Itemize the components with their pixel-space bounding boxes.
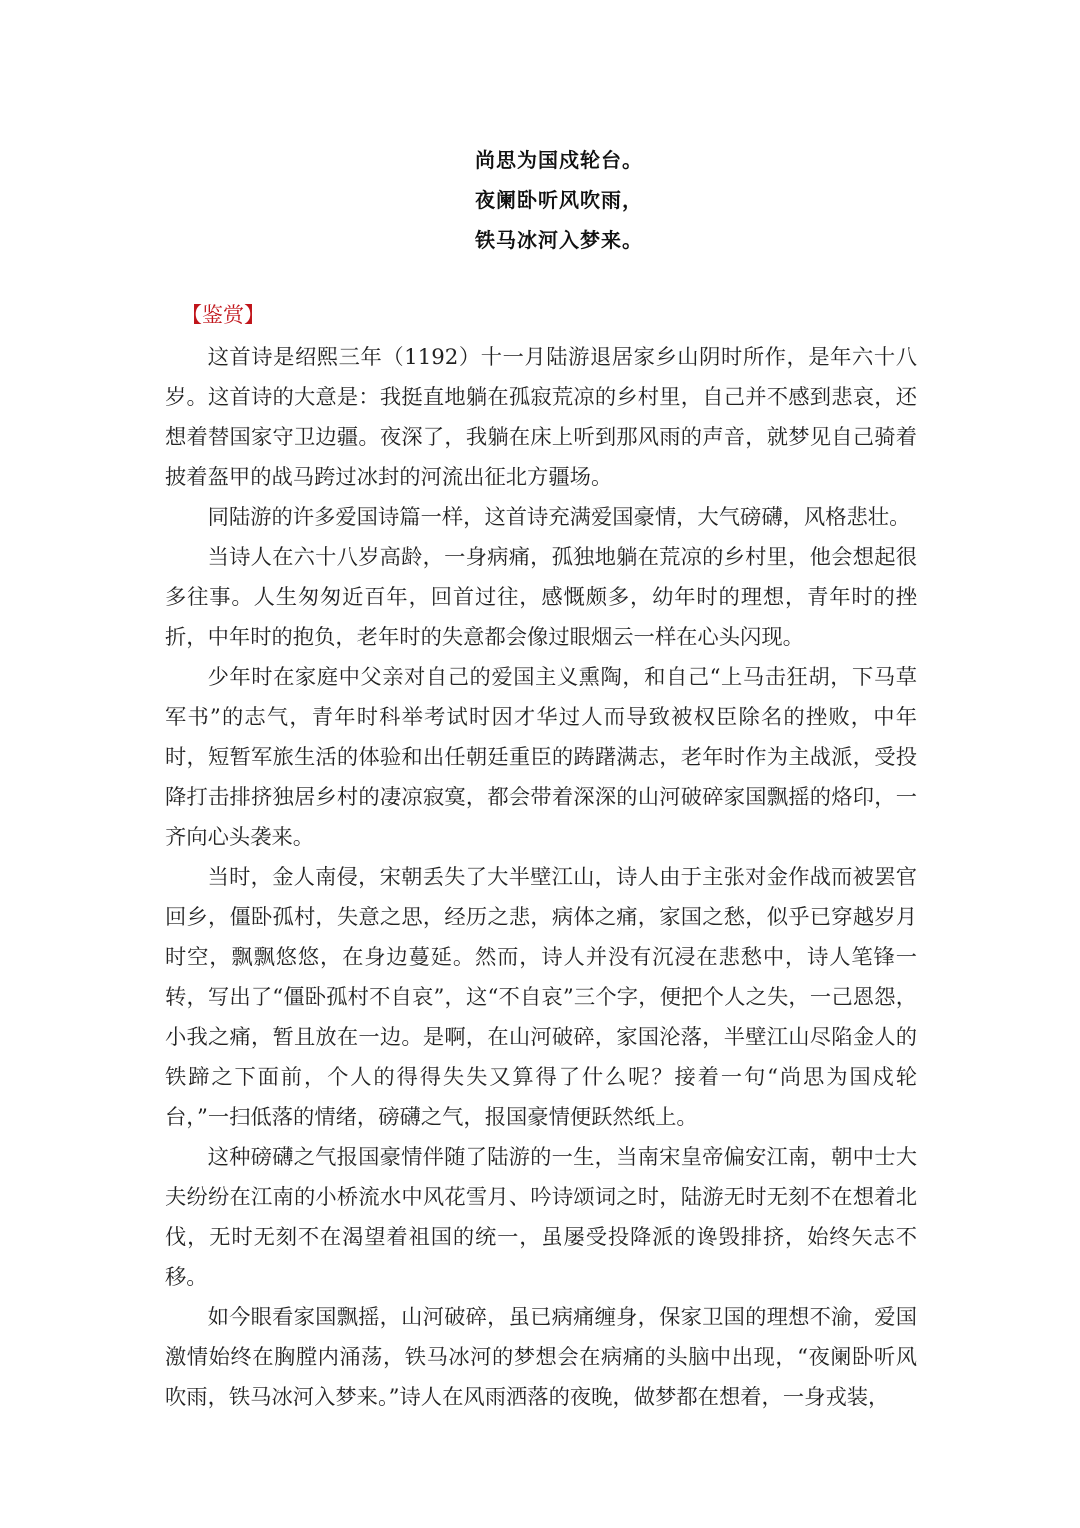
paragraph: 同陆游的许多爱国诗篇一样，这首诗充满爱国豪情，大气磅礴，风格悲壮。 xyxy=(207,505,911,530)
poem-stanza xyxy=(475,140,643,260)
paragraph: 当时，金人南侵，宋朝丢失了大半壁江山，诗人由于主张对金作战而被罢官回乡，僵卧孤村，失意之思，经历之悲，病体之痛，家国之愁，似乎已穿越岁月时空，飘飘悠悠，在身边蔓延。然而，诗人并没有沉浸在悲愁中，诗人笔锋一转，写出了“僵卧孤村不自哀”，这“不自哀”三个字，便把个人之失，一己恩怨，小我之痛，暂且放在一边。是啊，在山河破碎，家国沦落，半壁江山尽陷金人的铁蹄之下面前，个人的得得失失又算得了什么呢？接着一句“尚思为国戍轮台，”一扫低落的情绪，磅礴之气，报国豪情便跃然纸上。 xyxy=(165,865,917,1130)
appreciation-heading: 【鉴赏】 xyxy=(181,303,265,327)
paragraph: 当诗人在六十八岁高龄，一身病痛，孤独地躺在荒凉的乡村里，他会想起很多往事。人生匆匆近百年，回首过往，感慨颇多，幼年时的理想，青年时的挫折，中年时的抱负，老年时的失意都会像过眼烟云一样在心头闪现。 xyxy=(165,545,917,650)
paragraph: 如今眼看家国飘摇，山河破碎，虽已病痛缠身，保家卫国的理想不渝，爱国激情始终在胸膛内涌荡，铁马冰河的梦想会在病痛的头脑中出现，“夜阑卧听风吹雨，铁马冰河入梦来。”诗人在风雨洒落的夜晚，做梦都在想着，一身戎装， xyxy=(165,1305,917,1410)
poem-line: 夜阑卧听风吹雨， xyxy=(475,188,643,212)
poem-line: 尚思为国戍轮台。 xyxy=(475,148,643,172)
appreciation-body xyxy=(165,338,917,1418)
poem-line: 铁马冰河入梦来。 xyxy=(475,228,643,252)
paragraph: 少年时在家庭中父亲对自己的爱国主义熏陶，和自己“上马击狂胡，下马草军书”的志气，青年时科举考试时因才华过人而导致被权臣除名的挫败，中年时，短暂军旅生活的体验和出任朝廷重臣的踌躇满志，老年时作为主战派，受投降打击排挤独居乡村的凄凉寂寞，都会带着深深的山河破碎家国飘摇的烙印，一齐向心头袭来。 xyxy=(165,665,917,850)
paragraph: 这种磅礴之气报国豪情伴随了陆游的一生，当南宋皇帝偏安江南，朝中士大夫纷纷在江南的小桥流水中风花雪月、吟诗颂词之时，陆游无时无刻不在想着北伐，无时无刻不在渴望着祖国的统一，虽屡受投降派的谗毁排挤，始终矢志不移。 xyxy=(165,1145,917,1290)
paragraph: 这首诗是绍熙三年（1192）十一月陆游退居家乡山阴时所作，是年六十八岁。这首诗的大意是：我挺直地躺在孤寂荒凉的乡村里，自己并不感到悲哀，还想着替国家守卫边疆。夜深了，我躺在床上听到那风雨的声音，就梦见自己骑着披着盔甲的战马跨过冰封的河流出征北方疆场。 xyxy=(165,345,917,490)
